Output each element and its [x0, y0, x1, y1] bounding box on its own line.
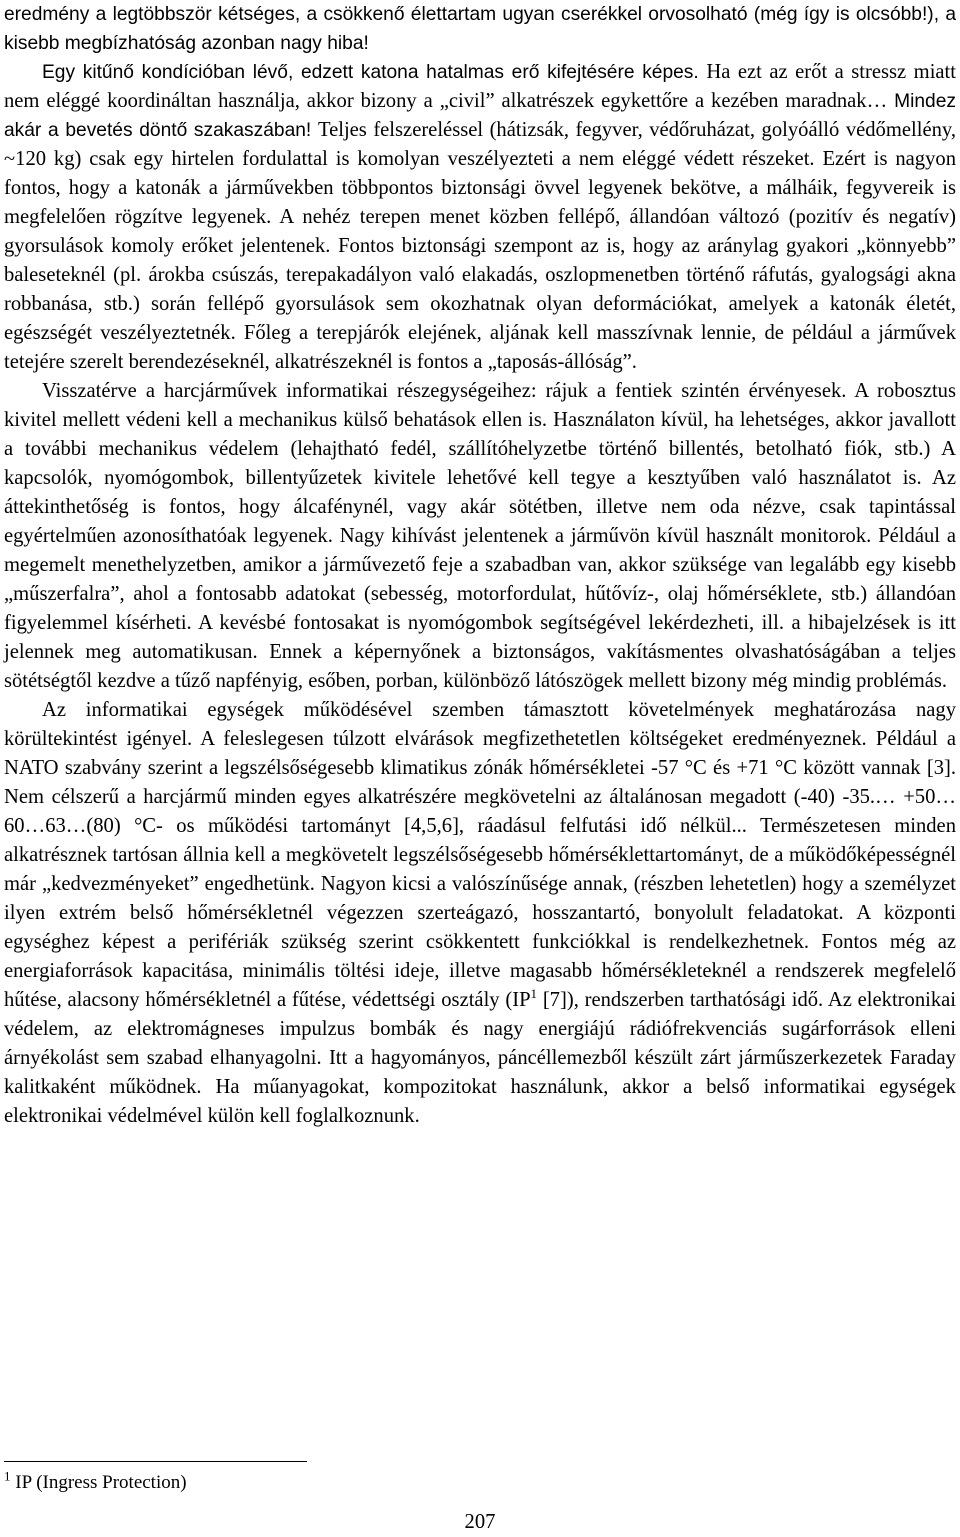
sentence: Visszatérve a harcjárművek informatikai részegységeihez: rájuk a fentiek szintén érvényesek.	[42, 380, 855, 402]
sentence: Fontos biztonsági szempont az is, hogy az aránylag gyakori „könnyebb” baleseteknél (pl. árokba csúszás, terepakadályon való elakadás, oszlopmenetben történő ráfutás, gyalogsági akna robbanása, stb.) során fellépő gyorsulások sem okozhatnak olyan deformációkat, amelyek a katonák életét, egészségét veszélyeztetnék.	[4, 235, 956, 344]
sentence: Fontos még az energiaforrások kapacitása, minimális töltési ideje, illetve magasabb hőmérsékleteknél a rendszerek megfelelő hűtése, alacsony hőmérsékletnél a fűtése, védettségi osztály (IP	[4, 931, 956, 1011]
paragraph	[4, 0, 956, 58]
sentence: A kapcsolók, nyomógombok, billentyűzetek kivitele lehetővé kell tegye a kesztyűben való használatot is.	[4, 438, 956, 489]
sentence: A központi egységhez képest a perifériák szükség szerint csökkentett funkciókkal is rendelkezhetnek.	[4, 902, 956, 953]
sentence: A kevésbé fontosakat is nyomógombok segítségével lekérdezheti, ill. a hibajelzések is itt jelennek meg automatikusan.	[4, 612, 956, 663]
sentence: Mindez akár a bevetés döntő szakaszában!	[4, 91, 956, 141]
body-text	[4, 0, 956, 1131]
sentence: Az elektronikai védelem, az elektromágneses impulzus bombák és nagy energiájú rádiófrekvenciás sugárforrások elleni árnyékolást sem szabad elhanyagolni.	[4, 989, 957, 1069]
sentence: Ezért is nagyon fontos, hogy a katonák a járművekben többpontos biztonsági övvel legyenek bekötve, a málháik, fegyvereik is megfelelően rögzítve legyenek.	[4, 148, 956, 228]
footnote-reference: 1	[530, 986, 538, 1002]
paragraph	[4, 377, 956, 696]
sentence: A feleslegesen túlzott elvárások megfizethetetlen költségeket eredményeznek.	[200, 728, 876, 750]
sentence: Használaton kívül, ha lehetséges, akkor javallott a további mechanikus védelem (lehajtható fedél, szállítóhelyzetbe történő billentés, betolható fiók, stb.)	[4, 409, 957, 460]
footnote-text: IP (Ingress Protection)	[10, 1472, 187, 1493]
sentence: Egy kitűnő kondícióban lévő, edzett katona hatalmas erő kifejtésére képes.	[42, 62, 707, 83]
footnote-divider	[4, 1461, 307, 1462]
sentence: eredmény a legtöbbször kétséges, a csökkenő élettartam ugyan cserékkel orvosolható (még így is olcsóbb!), a kisebb megbízhatóság azonban nagy hiba!	[4, 4, 956, 54]
sentence: Főleg a terepjárók elejének, aljának kell masszívnak lennie, de például a járművek tetejére szerelt berendezéseknél, alkatrészeknél is fontos a „taposás-állóság”.	[4, 322, 956, 373]
sentence: Például a NATO szabvány szerint a legszélsőségesebb klimatikus zónák hőmérsékletei -57 °C és +71 °C között vannak [3].	[4, 728, 956, 779]
sentence: Az áttekinthetőség is fontos, hogy álcafénynél, vagy akár sötétben, illetve nem oda nézve, csak tapintással egyértelműen azonosíthatóak legyenek.	[4, 467, 956, 547]
footnote-marker: 1	[4, 1468, 11, 1484]
sentence: Nagyon kicsi a valószínűsége annak, (részben lehetetlen) hogy a személyzet ilyen extrém belső hőmérsékletnél végezzen szerteágazó, hosszantartó, bonyolult feladatokat.	[4, 873, 957, 924]
paragraph	[4, 696, 956, 1131]
sentence: Nem célszerű a harcjármű minden egyes alkatrészére megkövetelni az általánosan megadott (-40) -35.… +50…60…63…(80) °C- os működési tartományt [4,5,6], ráadásul felfutási idő nélkül...	[4, 786, 956, 837]
sentence: Teljes felszereléssel (hátizsák, fegyver, védőruházat, golyóálló védőmellény, ~120 kg) csak egy hirtelen fordulattal is komolyan veszélyezteti a nem eléggé védett részeket.	[4, 119, 956, 170]
document-page	[4, 0, 956, 1131]
sentence: Például a megemelt menethelyzetben, amikor a járművezető feje a szabadban van, akkor szüksége van legalább egy kisebb „műszerfalra”, ahol a fontosabb adatokat (sebesség, motorfordulat, hűtővíz-, olaj hőmérséklete, stb.) állandóan figyelemmel kísérheti.	[4, 525, 957, 634]
sentence: A nehéz terepen menet közben fellépő, állandóan változó (pozitív és negatív) gyorsulások komoly erőket jelentenek.	[4, 206, 956, 257]
sentence: Ha műanyagokat, kompozitokat használunk, akkor a belső informatikai egységek elektronikai védelmével külön kell foglalkoznunk.	[4, 1076, 956, 1127]
page-number: 207	[464, 1511, 496, 1533]
sentence: Az informatikai egységek működésével szemben támasztott követelmények meghatározása nagy körültekintést igényel.	[4, 699, 956, 750]
footnote	[4, 1469, 187, 1497]
sentence: Ha ezt az erőt a stressz miatt nem eléggé koordináltan használja, akkor bizony a „civil” alkatrészek egykettőre a kezében maradnak…	[4, 61, 956, 112]
sentence: A robosztus kivitel mellett védeni kell a mechanikus külső behatások ellen is.	[4, 380, 956, 431]
sentence: Itt a hagyományos, páncéllemezből készült zárt járműszerkezetek Faraday kalitkaként működnek.	[4, 1047, 956, 1098]
sentence: [7]), rendszerben tarthatósági idő.	[537, 989, 828, 1011]
sentence: Ennek a képernyőnek a biztonságos, vakításmentes olvashatóságában a teljes sötétségtől kezdve a tűző napfényig, esőben, porban, különböző látószögek mellett bizony még mindig problémás.	[4, 641, 956, 692]
sentence: Természetesen minden alkatrésznek tartósan állnia kell a megkövetelt legszélsőségesebb hőmérséklettartományt, de a működőképességnél már „kedvezményeket” engedhetünk.	[4, 815, 956, 895]
paragraph	[4, 58, 956, 377]
sentence: Nagy kihívást jelentenek a járművön kívül használt monitorok.	[339, 525, 879, 547]
